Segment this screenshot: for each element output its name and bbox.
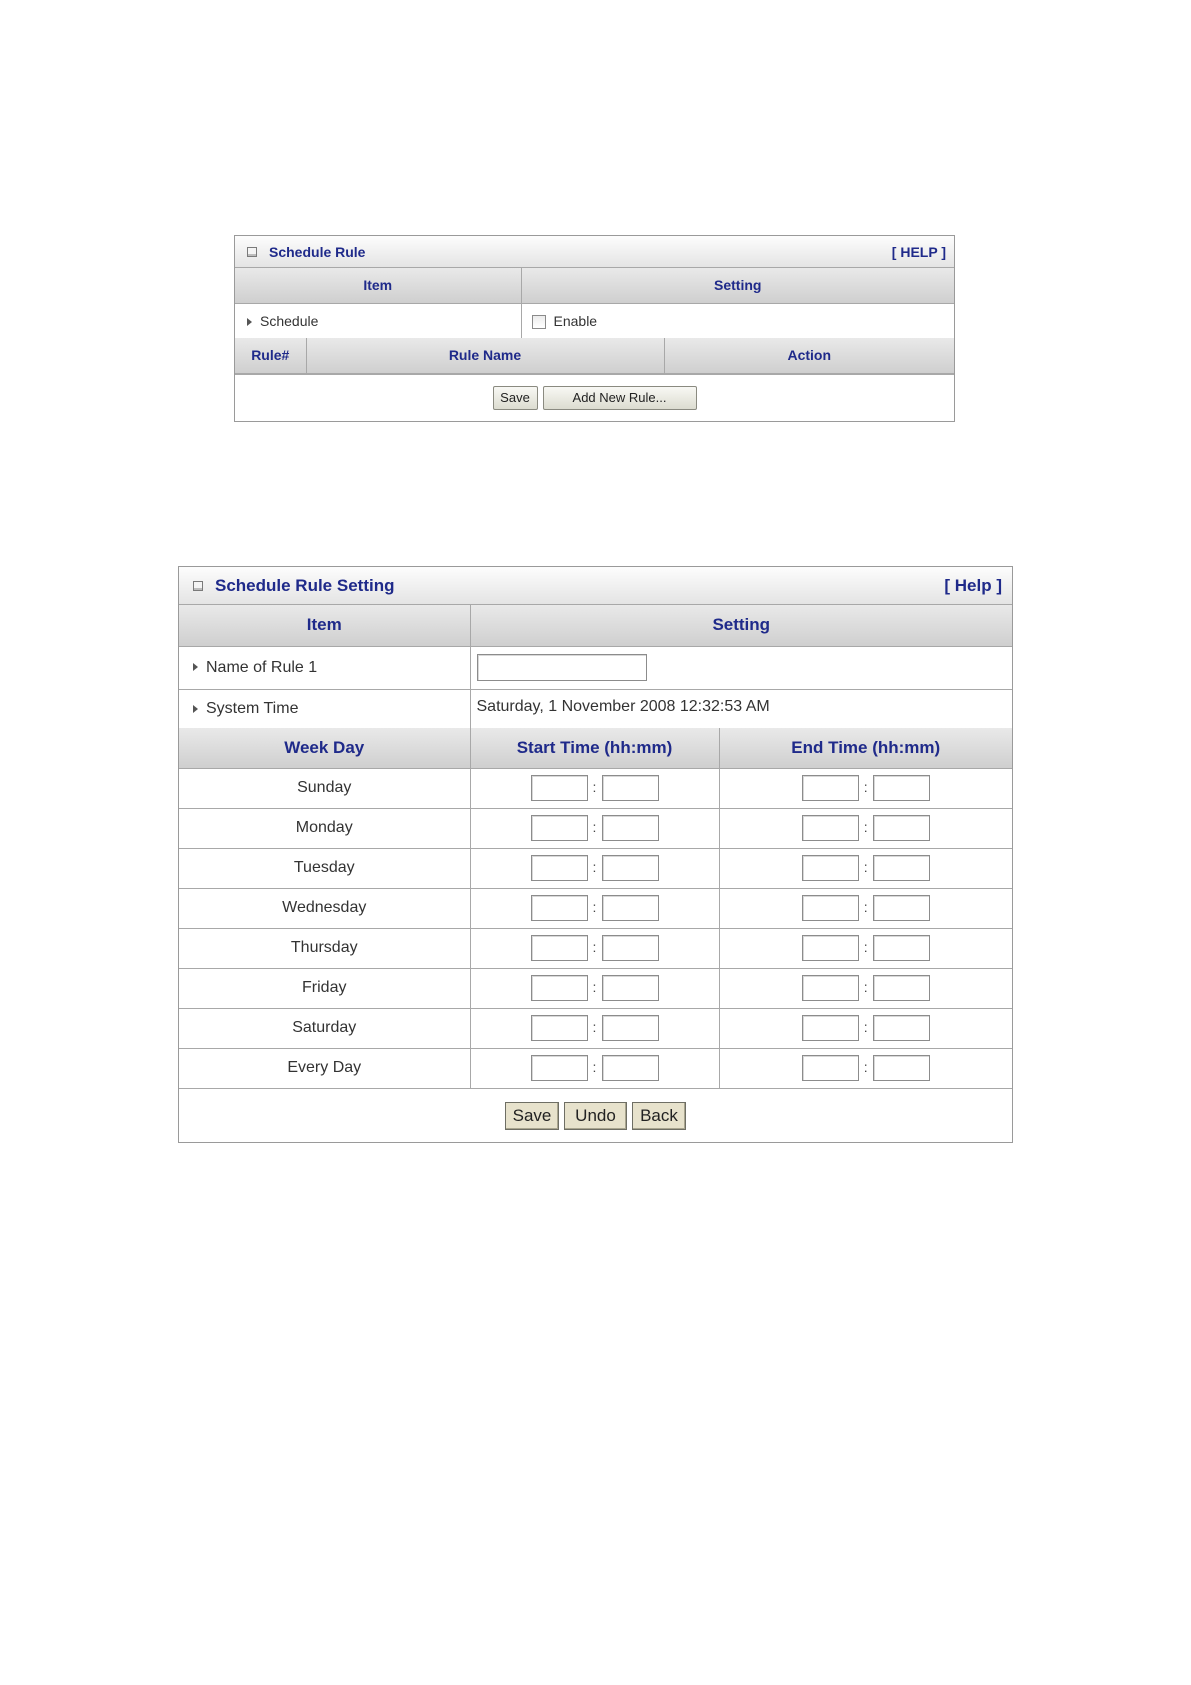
day-label: Wednesday	[179, 888, 470, 928]
schedule-rule-setting-titlebar	[179, 567, 1012, 605]
save-button[interactable]: Save	[493, 386, 538, 410]
start-hour-input[interactable]	[531, 855, 588, 881]
end-minute-input[interactable]	[873, 1055, 930, 1081]
start-time-cell	[470, 928, 719, 968]
start-hour-input[interactable]	[531, 975, 588, 1001]
add-new-rule-button[interactable]: Add New Rule...	[543, 386, 697, 410]
day-rows	[179, 768, 1012, 1088]
start-hour-input[interactable]	[531, 775, 588, 801]
undo-button[interactable]: Undo	[564, 1102, 627, 1130]
name-of-rule-label: Name of Rule 1	[179, 646, 470, 689]
day-label: Thursday	[179, 928, 470, 968]
help-link[interactable]: [ Help ]	[944, 575, 1002, 595]
schedule-row-label: Schedule	[235, 303, 521, 338]
time-separator: :	[592, 979, 597, 996]
end-minute-input[interactable]	[873, 1015, 930, 1041]
panel-square-icon	[193, 581, 203, 591]
start-hour-input[interactable]	[531, 935, 588, 961]
panel-square-icon	[247, 247, 257, 257]
end-time-header: End Time (hh:mm)	[719, 728, 1012, 768]
end-time-cell	[719, 968, 1012, 1008]
start-time-cell	[470, 768, 719, 808]
day-label: Friday	[179, 968, 470, 1008]
start-minute-input[interactable]	[602, 815, 659, 841]
end-time-cell	[719, 1048, 1012, 1088]
schedule-rule-table	[235, 268, 954, 338]
day-row	[179, 848, 1012, 888]
name-of-rule-cell	[470, 646, 1012, 689]
day-label: Monday	[179, 808, 470, 848]
end-hour-input[interactable]	[802, 855, 859, 881]
schedule-rule-button-bar	[235, 374, 954, 421]
day-label: Saturday	[179, 1008, 470, 1048]
day-label: Every Day	[179, 1048, 470, 1088]
start-minute-input[interactable]	[602, 975, 659, 1001]
start-time-cell	[470, 888, 719, 928]
start-hour-input[interactable]	[531, 815, 588, 841]
start-minute-input[interactable]	[602, 775, 659, 801]
setting-header: Setting	[470, 605, 1012, 646]
end-hour-input[interactable]	[802, 1055, 859, 1081]
setting-header: Setting	[521, 268, 954, 303]
time-separator: :	[863, 1019, 868, 1036]
day-row	[179, 768, 1012, 808]
action-header: Action	[664, 338, 954, 373]
day-row	[179, 968, 1012, 1008]
schedule-rule-setting-button-bar	[179, 1088, 1012, 1142]
day-row	[179, 808, 1012, 848]
time-separator: :	[863, 819, 868, 836]
enable-checkbox[interactable]	[532, 315, 546, 329]
day-label: Tuesday	[179, 848, 470, 888]
day-row	[179, 1008, 1012, 1048]
schedule-rule-panel	[234, 235, 955, 422]
rule-list-table	[235, 338, 954, 374]
end-minute-input[interactable]	[873, 975, 930, 1001]
rule-name-input[interactable]	[477, 654, 647, 681]
start-hour-input[interactable]	[531, 895, 588, 921]
rule-number-header: Rule#	[235, 338, 306, 373]
schedule-rule-titlebar	[235, 236, 954, 268]
end-hour-input[interactable]	[802, 775, 859, 801]
schedule-enable-cell	[521, 303, 954, 338]
time-separator: :	[592, 819, 597, 836]
day-row	[179, 928, 1012, 968]
start-hour-input[interactable]	[531, 1055, 588, 1081]
time-separator: :	[863, 979, 868, 996]
start-minute-input[interactable]	[602, 1055, 659, 1081]
time-separator: :	[863, 859, 868, 876]
item-header: Item	[235, 268, 521, 303]
back-button[interactable]: Back	[632, 1102, 686, 1130]
arrow-right-icon	[193, 663, 198, 671]
end-time-cell	[719, 888, 1012, 928]
start-time-cell	[470, 1008, 719, 1048]
rule-name-header: Rule Name	[306, 338, 664, 373]
rule-setting-table	[179, 605, 1012, 728]
start-minute-input[interactable]	[602, 1015, 659, 1041]
weekday-time-table	[179, 728, 1012, 1088]
start-minute-input[interactable]	[602, 935, 659, 961]
system-time-label: System Time	[179, 689, 470, 728]
arrow-right-icon	[193, 705, 198, 713]
end-hour-input[interactable]	[802, 975, 859, 1001]
time-separator: :	[592, 779, 597, 796]
panel-title: Schedule Rule	[269, 243, 366, 260]
end-time-cell	[719, 848, 1012, 888]
item-header: Item	[179, 605, 470, 646]
end-hour-input[interactable]	[802, 935, 859, 961]
end-hour-input[interactable]	[802, 815, 859, 841]
system-time-value: Saturday, 1 November 2008 12:32:53 AM	[470, 689, 1012, 728]
arrow-right-icon	[247, 318, 252, 326]
time-separator: :	[863, 1059, 868, 1076]
end-minute-input[interactable]	[873, 935, 930, 961]
time-separator: :	[592, 1059, 597, 1076]
end-minute-input[interactable]	[873, 815, 930, 841]
start-time-cell	[470, 968, 719, 1008]
save-button[interactable]: Save	[505, 1102, 559, 1130]
help-link[interactable]: [ HELP ]	[891, 243, 946, 260]
start-time-cell	[470, 1048, 719, 1088]
end-time-cell	[719, 768, 1012, 808]
end-hour-input[interactable]	[802, 1015, 859, 1041]
end-minute-input[interactable]	[873, 855, 930, 881]
start-hour-input[interactable]	[531, 1015, 588, 1041]
time-separator: :	[863, 939, 868, 956]
time-separator: :	[863, 899, 868, 916]
time-separator: :	[592, 859, 597, 876]
start-time-cell	[470, 808, 719, 848]
end-minute-input[interactable]	[873, 895, 930, 921]
end-time-cell	[719, 928, 1012, 968]
start-minute-input[interactable]	[602, 855, 659, 881]
enable-label: Enable	[553, 312, 598, 329]
time-separator: :	[863, 779, 868, 796]
end-time-cell	[719, 808, 1012, 848]
time-separator: :	[592, 939, 597, 956]
end-time-cell	[719, 1008, 1012, 1048]
end-hour-input[interactable]	[802, 895, 859, 921]
panel-title: Schedule Rule Setting	[215, 575, 395, 595]
start-minute-input[interactable]	[602, 895, 659, 921]
start-time-header: Start Time (hh:mm)	[470, 728, 719, 768]
week-day-header: Week Day	[179, 728, 470, 768]
time-separator: :	[592, 1019, 597, 1036]
day-row	[179, 1048, 1012, 1088]
schedule-rule-setting-panel	[178, 566, 1013, 1143]
day-row	[179, 888, 1012, 928]
start-time-cell	[470, 848, 719, 888]
end-minute-input[interactable]	[873, 775, 930, 801]
time-separator: :	[592, 899, 597, 916]
day-label: Sunday	[179, 768, 470, 808]
